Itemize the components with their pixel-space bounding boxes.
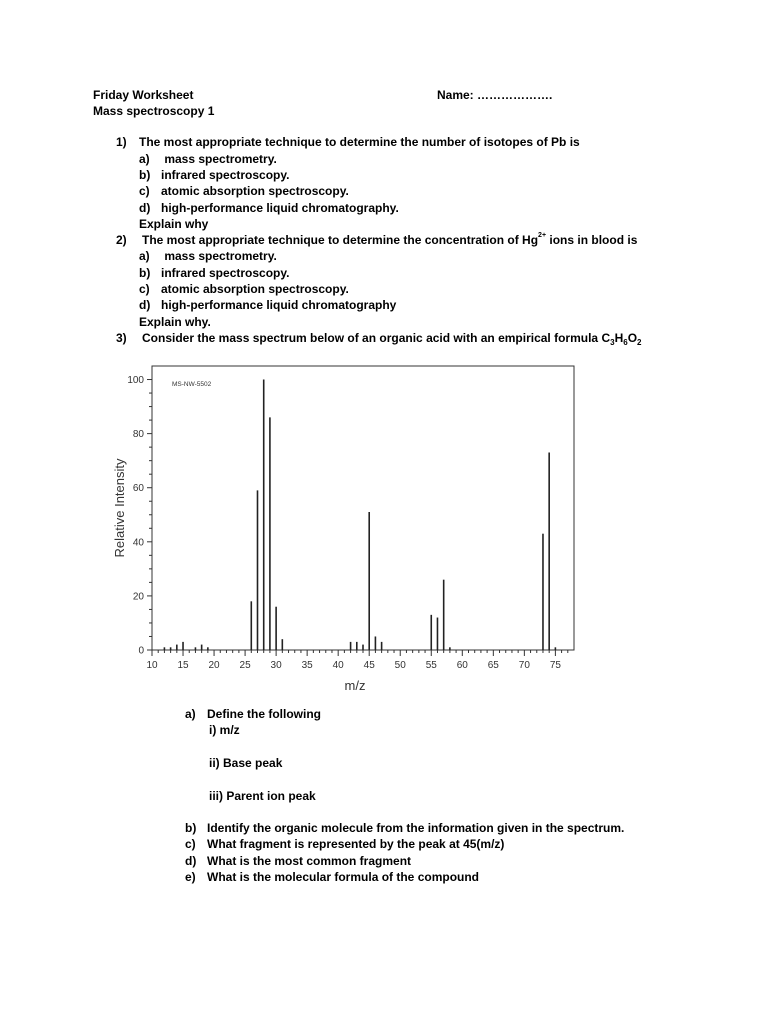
q2-option-a xyxy=(139,249,277,264)
q2-number: 2) xyxy=(116,233,127,247)
q2-text-after: ions in blood is xyxy=(546,233,638,247)
x-tick-label: 50 xyxy=(394,660,406,671)
y-tick-label: 60 xyxy=(132,483,144,495)
part-label: d) xyxy=(185,854,197,868)
part-text: Define the following xyxy=(207,707,321,721)
x-tick-label: 65 xyxy=(487,660,499,671)
option-text: high-performance liquid chromatography xyxy=(161,298,397,312)
part-label: c) xyxy=(185,837,196,851)
part-text: What fragment is represented by the peak at 45(m/z) xyxy=(207,837,505,851)
option-text: infrared spectroscopy. xyxy=(161,168,290,182)
q1-option-b xyxy=(139,168,289,183)
q2-text xyxy=(142,233,637,248)
q1-text: The most appropriate technique to determine the number of isotopes of Pb is xyxy=(139,135,580,149)
x-tick-label: 20 xyxy=(208,660,220,671)
q1-option-d xyxy=(139,201,399,216)
x-axis-label: m/z xyxy=(344,678,366,693)
option-text: atomic absorption spectroscopy. xyxy=(161,184,349,198)
option-label: d) xyxy=(139,298,151,312)
part-label: a) xyxy=(185,707,196,721)
x-tick-label: 60 xyxy=(456,660,468,671)
q2-charge: 2+ xyxy=(538,232,547,239)
option-text: mass spectrometry. xyxy=(161,249,277,263)
q1-number: 1) xyxy=(116,135,127,149)
y-tick-label: 100 xyxy=(127,375,144,387)
name-field-label: Name: ………………. xyxy=(437,88,553,102)
option-text: atomic absorption spectroscopy. xyxy=(161,282,349,296)
q2-option-c xyxy=(139,282,349,297)
formula-subscript: 6 xyxy=(623,338,628,347)
q3-part-c xyxy=(185,837,504,852)
part-label: e) xyxy=(185,870,196,884)
x-tick-label: 10 xyxy=(146,660,158,671)
formula-element: O xyxy=(627,331,638,345)
formula-element: H xyxy=(614,331,624,345)
option-label: b) xyxy=(139,168,151,182)
option-label: a) xyxy=(139,152,150,166)
chart-title: MS-NW-5502 xyxy=(172,381,212,388)
option-text: mass spectrometry. xyxy=(161,152,277,166)
x-tick-label: 55 xyxy=(425,660,437,671)
q2-explain: Explain why. xyxy=(139,315,211,329)
y-tick-label: 80 xyxy=(132,429,144,441)
plot-frame xyxy=(152,366,574,650)
q3-part-a-i: i) m/z xyxy=(209,723,240,737)
q3-part-a-ii: ii) Base peak xyxy=(209,756,283,770)
y-axis-label: Relative Intensity xyxy=(112,458,127,558)
x-tick-label: 75 xyxy=(549,660,561,671)
x-tick-label: 25 xyxy=(239,660,251,671)
x-tick-label: 30 xyxy=(270,660,282,671)
q3-part-a-iii: iii) Parent ion peak xyxy=(209,789,316,803)
part-label: b) xyxy=(185,821,197,835)
x-tick-label: 45 xyxy=(363,660,375,671)
y-tick-label: 20 xyxy=(132,591,144,603)
q3-part-d xyxy=(185,854,411,869)
worksheet-subtitle: Mass spectroscopy 1 xyxy=(93,104,215,118)
q2-option-b xyxy=(139,266,289,281)
mass-spectrum-chart xyxy=(108,360,588,700)
y-tick-label: 0 xyxy=(138,645,144,657)
q3-number: 3) xyxy=(116,331,127,345)
q3-text xyxy=(142,331,641,346)
part-text: Identify the organic molecule from the information given in the spectrum. xyxy=(207,821,625,835)
q1-option-a xyxy=(139,152,277,167)
part-text: What is the most common fragment xyxy=(207,854,412,868)
x-tick-label: 70 xyxy=(518,660,530,671)
q2-option-d xyxy=(139,298,396,313)
option-text: high-performance liquid chromatography. xyxy=(161,201,399,215)
formula-subscript: 3 xyxy=(610,338,615,347)
q1-explain: Explain why xyxy=(139,217,209,231)
q3-part-b xyxy=(185,821,624,836)
option-label: d) xyxy=(139,201,151,215)
option-label: c) xyxy=(139,184,150,198)
q3-part-a xyxy=(185,707,321,722)
worksheet-title: Friday Worksheet xyxy=(93,88,194,102)
q3-text-main: Consider the mass spectrum below of an organic acid with an empirical formula C xyxy=(142,331,611,345)
option-label: b) xyxy=(139,266,151,280)
q3-part-e xyxy=(185,870,479,885)
x-tick-label: 35 xyxy=(301,660,313,671)
x-tick-label: 15 xyxy=(177,660,189,671)
option-label: c) xyxy=(139,282,150,296)
q2-text-before: The most appropriate technique to determine the concentration of Hg xyxy=(142,233,539,247)
y-tick-label: 40 xyxy=(132,537,144,549)
part-text: What is the molecular formula of the compound xyxy=(207,870,480,884)
option-label: a) xyxy=(139,249,150,263)
x-tick-label: 40 xyxy=(332,660,344,671)
q1-option-c xyxy=(139,184,349,199)
formula-subscript: 2 xyxy=(637,338,642,347)
option-text: infrared spectroscopy. xyxy=(161,266,290,280)
